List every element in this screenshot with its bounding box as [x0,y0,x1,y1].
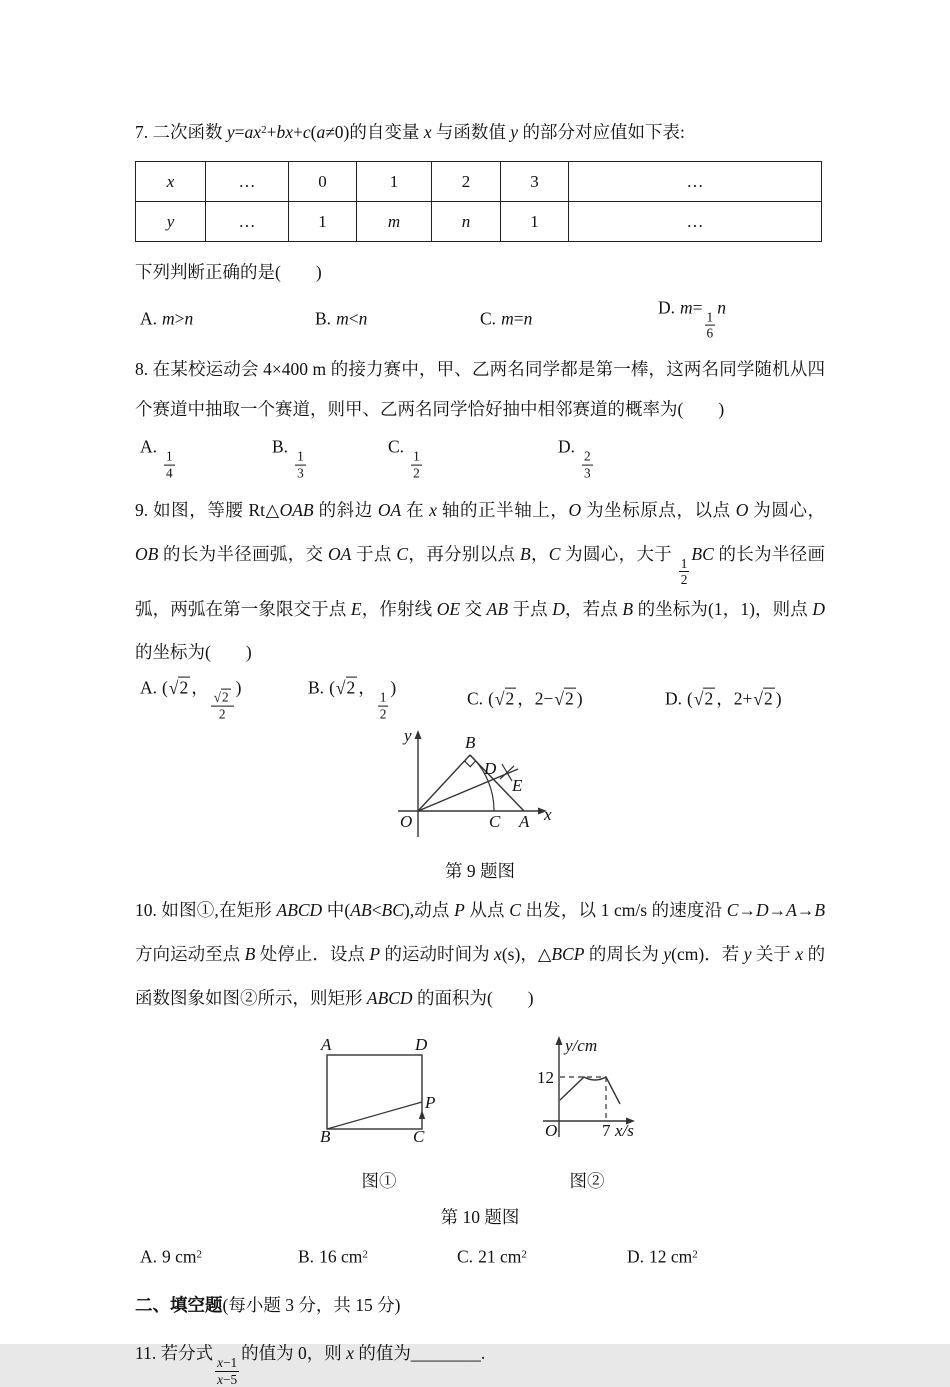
q7-option-b: B. m<n [315,308,368,329]
table-cell: … [206,162,289,202]
table-cell: x [136,162,206,202]
label-A: A [321,1034,332,1054]
y-axis-arrow-icon [414,730,421,739]
section2-title: 二、填空题 [135,1294,223,1315]
table-cell: 2 [432,162,501,202]
q10-option-a: A. 9 $cm^2$ [140,1246,203,1267]
label-D: D [483,759,496,779]
q7-value-table [135,161,822,242]
q9-stem: 9. 如图，等腰 Rt△OAB 的斜边 OA 在 x 轴的正半轴上，O 为坐标原点，以点 O 为圆心，OB 的长为半径画弧，交 OA 于点 C，再分别以点 B，C 为圆心，大于 $\frac{1}{2}$ BC 的长为半径画弧，两弧在第一象限交于点 E，作射线 OE 交 AB 于点 D，若点 B 的坐标为(1，1)，则点 D 的坐标为( ) [135,500,826,663]
q8-option-b: B. $\frac{1}{3}$ [272,436,304,481]
label-D: D [415,1034,428,1054]
q7-prompt: 下列判断正确的是( ) [135,262,322,283]
right-angle-mark-icon [464,761,475,767]
q8-options [135,429,825,487]
label-x-axis: x/s [615,1120,634,1140]
table-cell: 1 [357,162,432,202]
label-B: B [320,1126,331,1146]
table-cell: … [569,202,822,242]
q9-options [135,675,825,723]
section2-header [135,1285,825,1325]
q9-option-d: D. ( √ 2 ，2+ √ 2 ) [665,688,782,710]
q9-figure-svg [388,725,573,843]
table-cell: 1 [501,202,569,242]
q7-option-a: A. m>n [140,308,194,329]
segment-BP [327,1102,422,1129]
y-axis-arrow-icon [556,1036,563,1045]
q8-option-d: D. $\frac{2}{3}$ [558,436,591,481]
q9-figure-caption: 第 9 题图 [445,861,515,882]
rectangle-ABCD [327,1055,422,1129]
label-E: E [511,776,522,796]
label-x: x [543,805,552,825]
q10-figure1-caption: 图① [361,1170,397,1191]
q10-figure1-svg [313,1034,445,1146]
q9-option-a: A. ( √ 2 ， √ 2 2 ) [140,677,242,722]
label-y-axis: y/cm [565,1035,598,1055]
q11-stem: 11. 若分式 $\frac{x-1}{x-5}$ 的值为 0，则 x 的值为________. [135,1343,486,1387]
q10-figure-2 [527,1031,647,1195]
q8-option-a: A. $\frac{1}{4}$ [140,436,173,481]
table-row-y [136,202,822,242]
q8-stem: 8. 在某校运动会 4×400 m 的接力赛中，甲、乙两名同学都是第一棒，这两名同学随机从四个赛道中抽取一个赛道，则甲、乙两名同学恰好抽中相邻赛道的概率为( ) [135,358,825,419]
q10-option-d: D. 12 $cm^2$ [627,1246,698,1267]
q9-option-b: B. ( √ 2 ， $\frac{1}{2}$ ) [308,677,397,722]
q7-options [135,293,825,345]
exam-content [135,112,825,1387]
q7-option-d: D. m= $\frac{1}{6}$ n [658,297,726,341]
q10-option-b: B. 16 $cm^2$ [298,1246,368,1267]
table-cell: 3 [501,162,569,202]
q10-figures [135,1031,825,1195]
label-A: A [518,812,529,832]
table-cell: n [432,202,501,242]
q10-stem: 10. 如图①,在矩形 ABCD 中(AB<BC),动点 P 从点 C 出发，以 1 cm/s 的速度沿 C→D→A→B 方向运动至点 B 处停止．设点 P 的运动时间为 x(s)，△BCP 的周长为 y(cm)．若 y 关于 x 的函数图象如图②所示，则矩形 ABCD 的面积为( ) [135,900,826,1008]
table-cell: 1 [289,202,357,242]
label-B: B [464,733,475,753]
table-row-x [136,162,822,202]
label-12: 12 [537,1067,554,1087]
table-cell: … [206,202,289,242]
table-cell: 0 [289,162,357,202]
q10-figure-caption: 第 10 题图 [440,1206,520,1227]
q10-option-c: C. 21 $cm^2$ [457,1246,527,1267]
label-P: P [425,1092,436,1112]
table-cell: m [357,202,432,242]
q8-option-c: C. $\frac{1}{2}$ [388,436,420,481]
label-O: O [545,1120,558,1140]
q10-figure2-caption: 图② [569,1170,605,1191]
q10-options [135,1241,825,1273]
label-y: y [403,726,412,746]
q7-stem: 7. 二次函数 $y=ax^2+bx+c(a\ne 0)$的自变量 x 与函数值 y 的部分对应值如下表: [135,122,685,142]
label-C: C [488,812,500,832]
q7-option-c: C. m=n [480,308,533,329]
function-curve [560,1077,620,1104]
q9-option-c: C. ( √ 2 ，2− √ 2 ) [467,688,583,710]
label-O: O [399,812,412,832]
q10-figure-1 [313,1034,445,1195]
table-cell: y [136,202,206,242]
label-C: C [413,1126,425,1146]
q10-figure2-svg [527,1031,647,1143]
label-7: 7 [602,1120,611,1140]
segment-OB [418,755,470,811]
q9-figure [135,725,825,857]
table-cell: … [569,162,822,202]
section2-points: (每小题 3 分，共 15 分) [222,1294,401,1315]
